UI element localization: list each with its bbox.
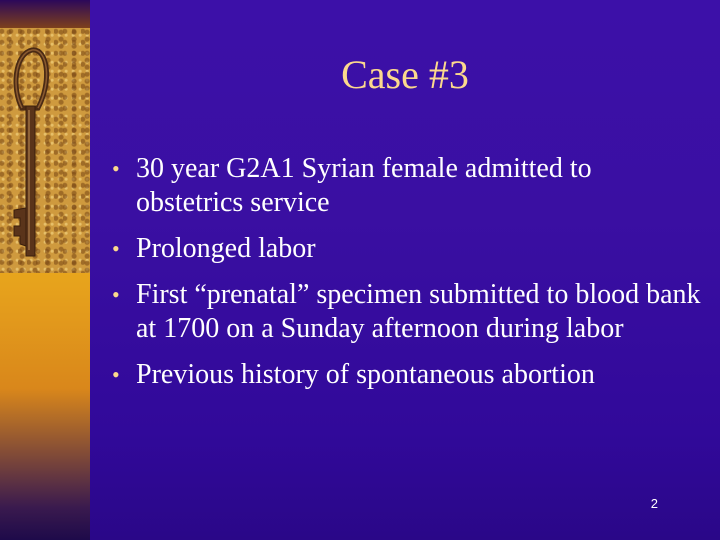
slide-title: Case #3 [341,52,469,97]
bullet-item [112,152,702,220]
bullet-text: Prolonged labor [136,233,316,264]
bullet-glyph: • [112,362,120,387]
bullet-item [112,358,702,392]
bullet-glyph: • [112,156,120,181]
slide-content [90,0,720,540]
bullet-list [112,152,702,404]
bullet-glyph: • [112,282,120,307]
bullet-item [112,232,702,266]
left-decorative-strip [0,0,90,540]
bullet-text: 30 year G2A1 Syrian female admitted to obstetrics service [136,153,592,218]
bullet-glyph: • [112,236,120,261]
bullet-text: First “prenatal” specimen submitted to blood bank at 1700 on a Sunday afternoon during labor [136,279,701,344]
antique-key-icon [8,40,58,270]
bullet-item [112,278,702,346]
slide-number: 2 [650,496,658,511]
bullet-text: Previous history of spontaneous abortion [136,359,595,390]
